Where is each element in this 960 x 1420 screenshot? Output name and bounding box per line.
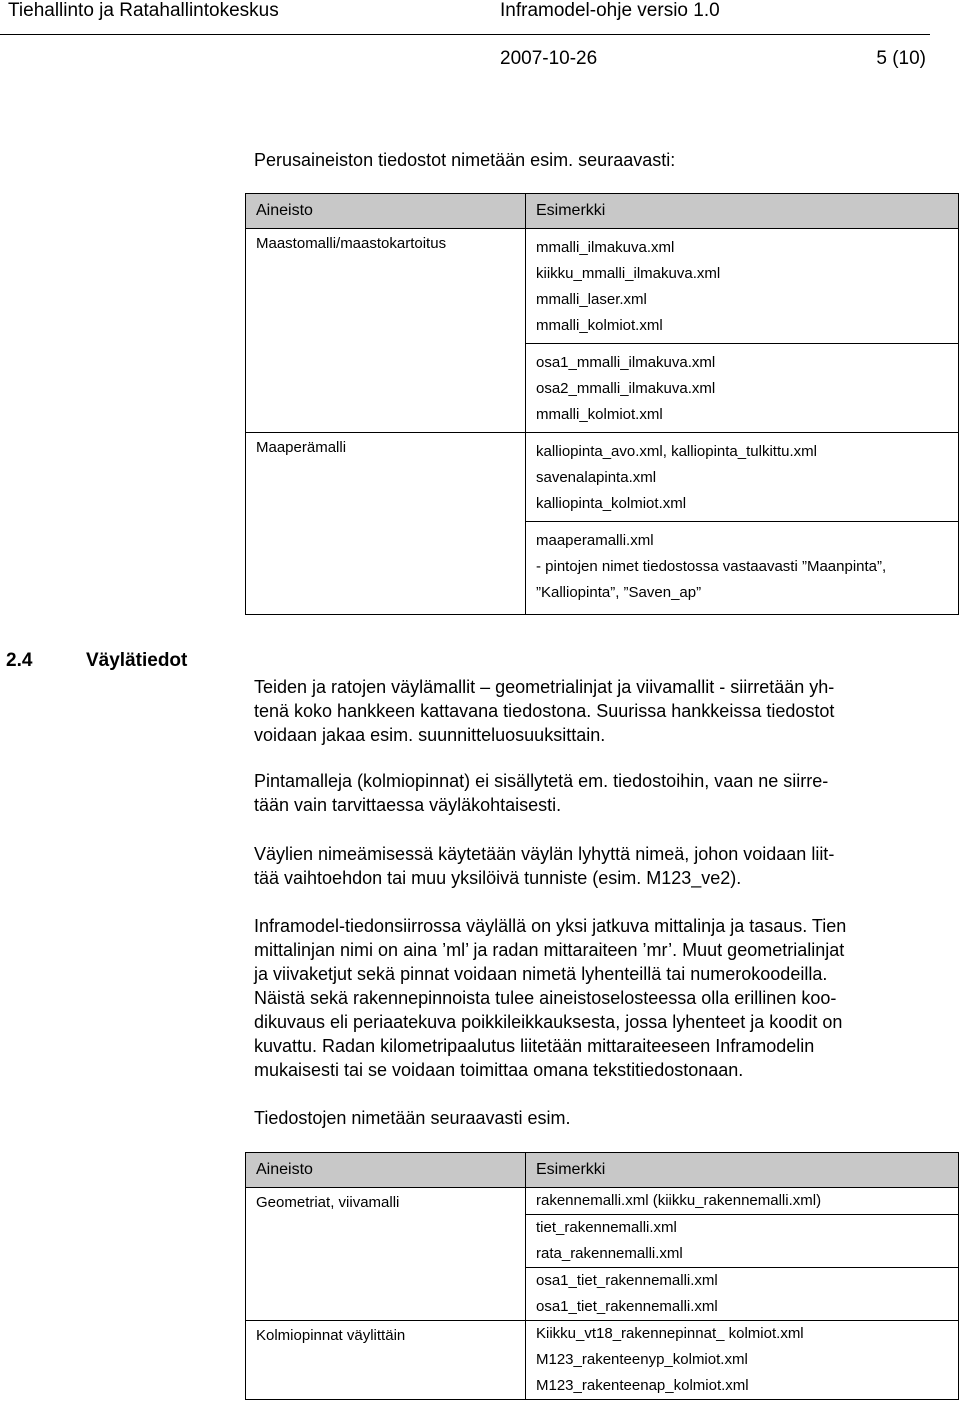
table-route-files: [245, 1152, 959, 1400]
example-line: mmalli_ilmakuva.xml: [536, 239, 675, 256]
example-line: - pintojen nimet tiedostossa vastaavasti ”Maanpinta”,: [536, 558, 887, 575]
example-line: mmalli_laser.xml: [536, 291, 647, 308]
header-document-title: Inframodel-ohje versio 1.0: [500, 0, 720, 21]
paragraph-line: kuvattu. Radan kilometripaalutus liitetään mittaraiteeseen Inframodelin: [254, 1036, 815, 1056]
section-heading: [6, 650, 187, 672]
row-label-soil-model: [246, 433, 526, 615]
page-header: [0, 0, 960, 69]
example-group: [536, 433, 948, 521]
row-examples-terrain-model: [526, 229, 959, 433]
example-line: M123_rakenteenyp_kolmiot.xml: [536, 1351, 748, 1368]
paragraph-line: Näistä sekä rakennepinnoista tulee aineistoselosteessa olla erillinen koo-: [254, 988, 837, 1008]
paragraph-line: voidaan jakaa esim. suunnitteluosuuksittain.: [254, 725, 606, 745]
example-line: rakennemalli.xml (kiikku_rakennemalli.xml): [536, 1192, 822, 1209]
header-date: 2007-10-26: [500, 48, 598, 69]
header-page-number: 5 (10): [876, 48, 926, 69]
example-line: mmalli_kolmiot.xml: [536, 406, 663, 423]
example-group: [526, 521, 958, 614]
row-examples: [526, 1268, 959, 1321]
column-header-material: Aineisto: [246, 194, 526, 229]
example-line: osa1_tiet_rakennemalli.xml: [536, 1272, 718, 1289]
paragraph-line: tää vaihtoehdon tai muu yksilöivä tunniste (esim. M123_ve2).: [254, 868, 742, 888]
example-group: [526, 343, 958, 432]
paragraph-line: Inframodel-tiedonsiirrossa väylällä on yksi jatkuva mittalinja ja tasaus. Tien: [254, 916, 847, 936]
table-header-row: [246, 1153, 959, 1188]
paragraph-line: tään vain tarvittaessa väyläkohtaisesti.: [254, 795, 562, 815]
paragraph-line: Pintamalleja (kolmiopinnat) ei sisällytetä em. tiedostoihin, vaan ne siirre-: [254, 771, 829, 791]
row-label-terrain-model: [246, 229, 526, 433]
example-line: Kiikku_vt18_rakennepinnat_ kolmiot.xml: [536, 1325, 804, 1342]
example-line: rata_rakennemalli.xml: [536, 1245, 683, 1262]
example-line: kalliopinta_kolmiot.xml: [536, 495, 687, 512]
example-line: kiikku_mmalli_ilmakuva.xml: [536, 265, 721, 282]
paragraph: [254, 675, 944, 747]
paragraph: [254, 914, 944, 1082]
column-header-example: Esimerkki: [526, 194, 959, 229]
row-label-text: Maaperämalli: [256, 439, 347, 456]
header-organization: Tiehallinto ja Ratahallintokeskus: [8, 0, 279, 21]
example-line: savenalapinta.xml: [536, 469, 657, 486]
paragraph: [254, 842, 944, 890]
table-row: [246, 1188, 959, 1215]
intro-text: Perusaineiston tiedostot nimetään esim. seuraavasti:: [254, 150, 676, 170]
paragraph: [254, 769, 944, 817]
column-header-material: Aineisto: [246, 1153, 526, 1188]
table-row: [246, 1321, 959, 1400]
row-examples: [526, 1321, 959, 1400]
section-title: Väylätiedot: [86, 650, 188, 671]
paragraph-line: mittalinjan nimi on aina ’ml’ ja radan mittaraiteen ’mr’. Muut geometrialinjat: [254, 940, 845, 960]
example-line: kalliopinta_avo.xml, kalliopinta_tulkittu.xml: [536, 443, 817, 460]
row-examples: [526, 1215, 959, 1268]
row-examples-soil-model: [526, 433, 959, 615]
example-line: M123_rakenteenap_kolmiot.xml: [536, 1377, 749, 1394]
table-basic-materials: [245, 193, 959, 615]
table-header-row: [246, 194, 959, 229]
paragraph-line: tenä koko hankkeen kattavana tiedostona. Suurissa hankkeissa tiedostot: [254, 701, 835, 721]
paragraph-line: mukaisesti tai se voidaan toimittaa omana tekstitiedostonaan.: [254, 1060, 744, 1080]
example-line: ”Kalliopinta”, ”Saven_ap”: [536, 584, 702, 601]
example-line: tiet_rakennemalli.xml: [536, 1219, 677, 1236]
section-number: 2.4: [6, 650, 33, 671]
example-group: [536, 229, 948, 343]
paragraph: [254, 1106, 944, 1130]
paragraph-line: Väylien nimeämisessä käytetään väylän lyhyttä nimeä, johon voidaan liit-: [254, 844, 835, 864]
table-row: [246, 433, 959, 615]
example-line: maaperamalli.xml: [536, 532, 654, 549]
row-label-text: Kolmiopinnat väylittäin: [256, 1327, 406, 1344]
row-examples: [526, 1188, 959, 1215]
column-header-example: Esimerkki: [526, 1153, 959, 1188]
example-line: mmalli_kolmiot.xml: [536, 317, 663, 334]
paragraph-line: Tiedostojen nimetään seuraavasti esim.: [254, 1108, 571, 1128]
row-label-geometry: [246, 1188, 526, 1321]
paragraph-line: Teiden ja ratojen väylämallit – geometrialinjat ja viivamallit - siirretään yh-: [254, 677, 835, 697]
row-label-triangle-surfaces: [246, 1321, 526, 1400]
example-line: osa2_mmalli_ilmakuva.xml: [536, 380, 716, 397]
paragraph-line: ja viivaketjut sekä pinnat voidaan nimetä lyhenteillä tai numerokoodeilla.: [254, 964, 828, 984]
example-line: osa1_mmalli_ilmakuva.xml: [536, 354, 716, 371]
table-row: [246, 229, 959, 433]
row-label-text: Maastomalli/maastokartoitus: [256, 235, 447, 252]
row-label-text: Geometriat, viivamalli: [256, 1194, 400, 1211]
header-rule: [0, 34, 930, 35]
example-line: osa1_tiet_rakennemalli.xml: [536, 1298, 718, 1315]
paragraph-line: dikuvaus eli periaatekuva poikkileikkauksesta, jossa lyhenteet ja koodit on: [254, 1012, 843, 1032]
